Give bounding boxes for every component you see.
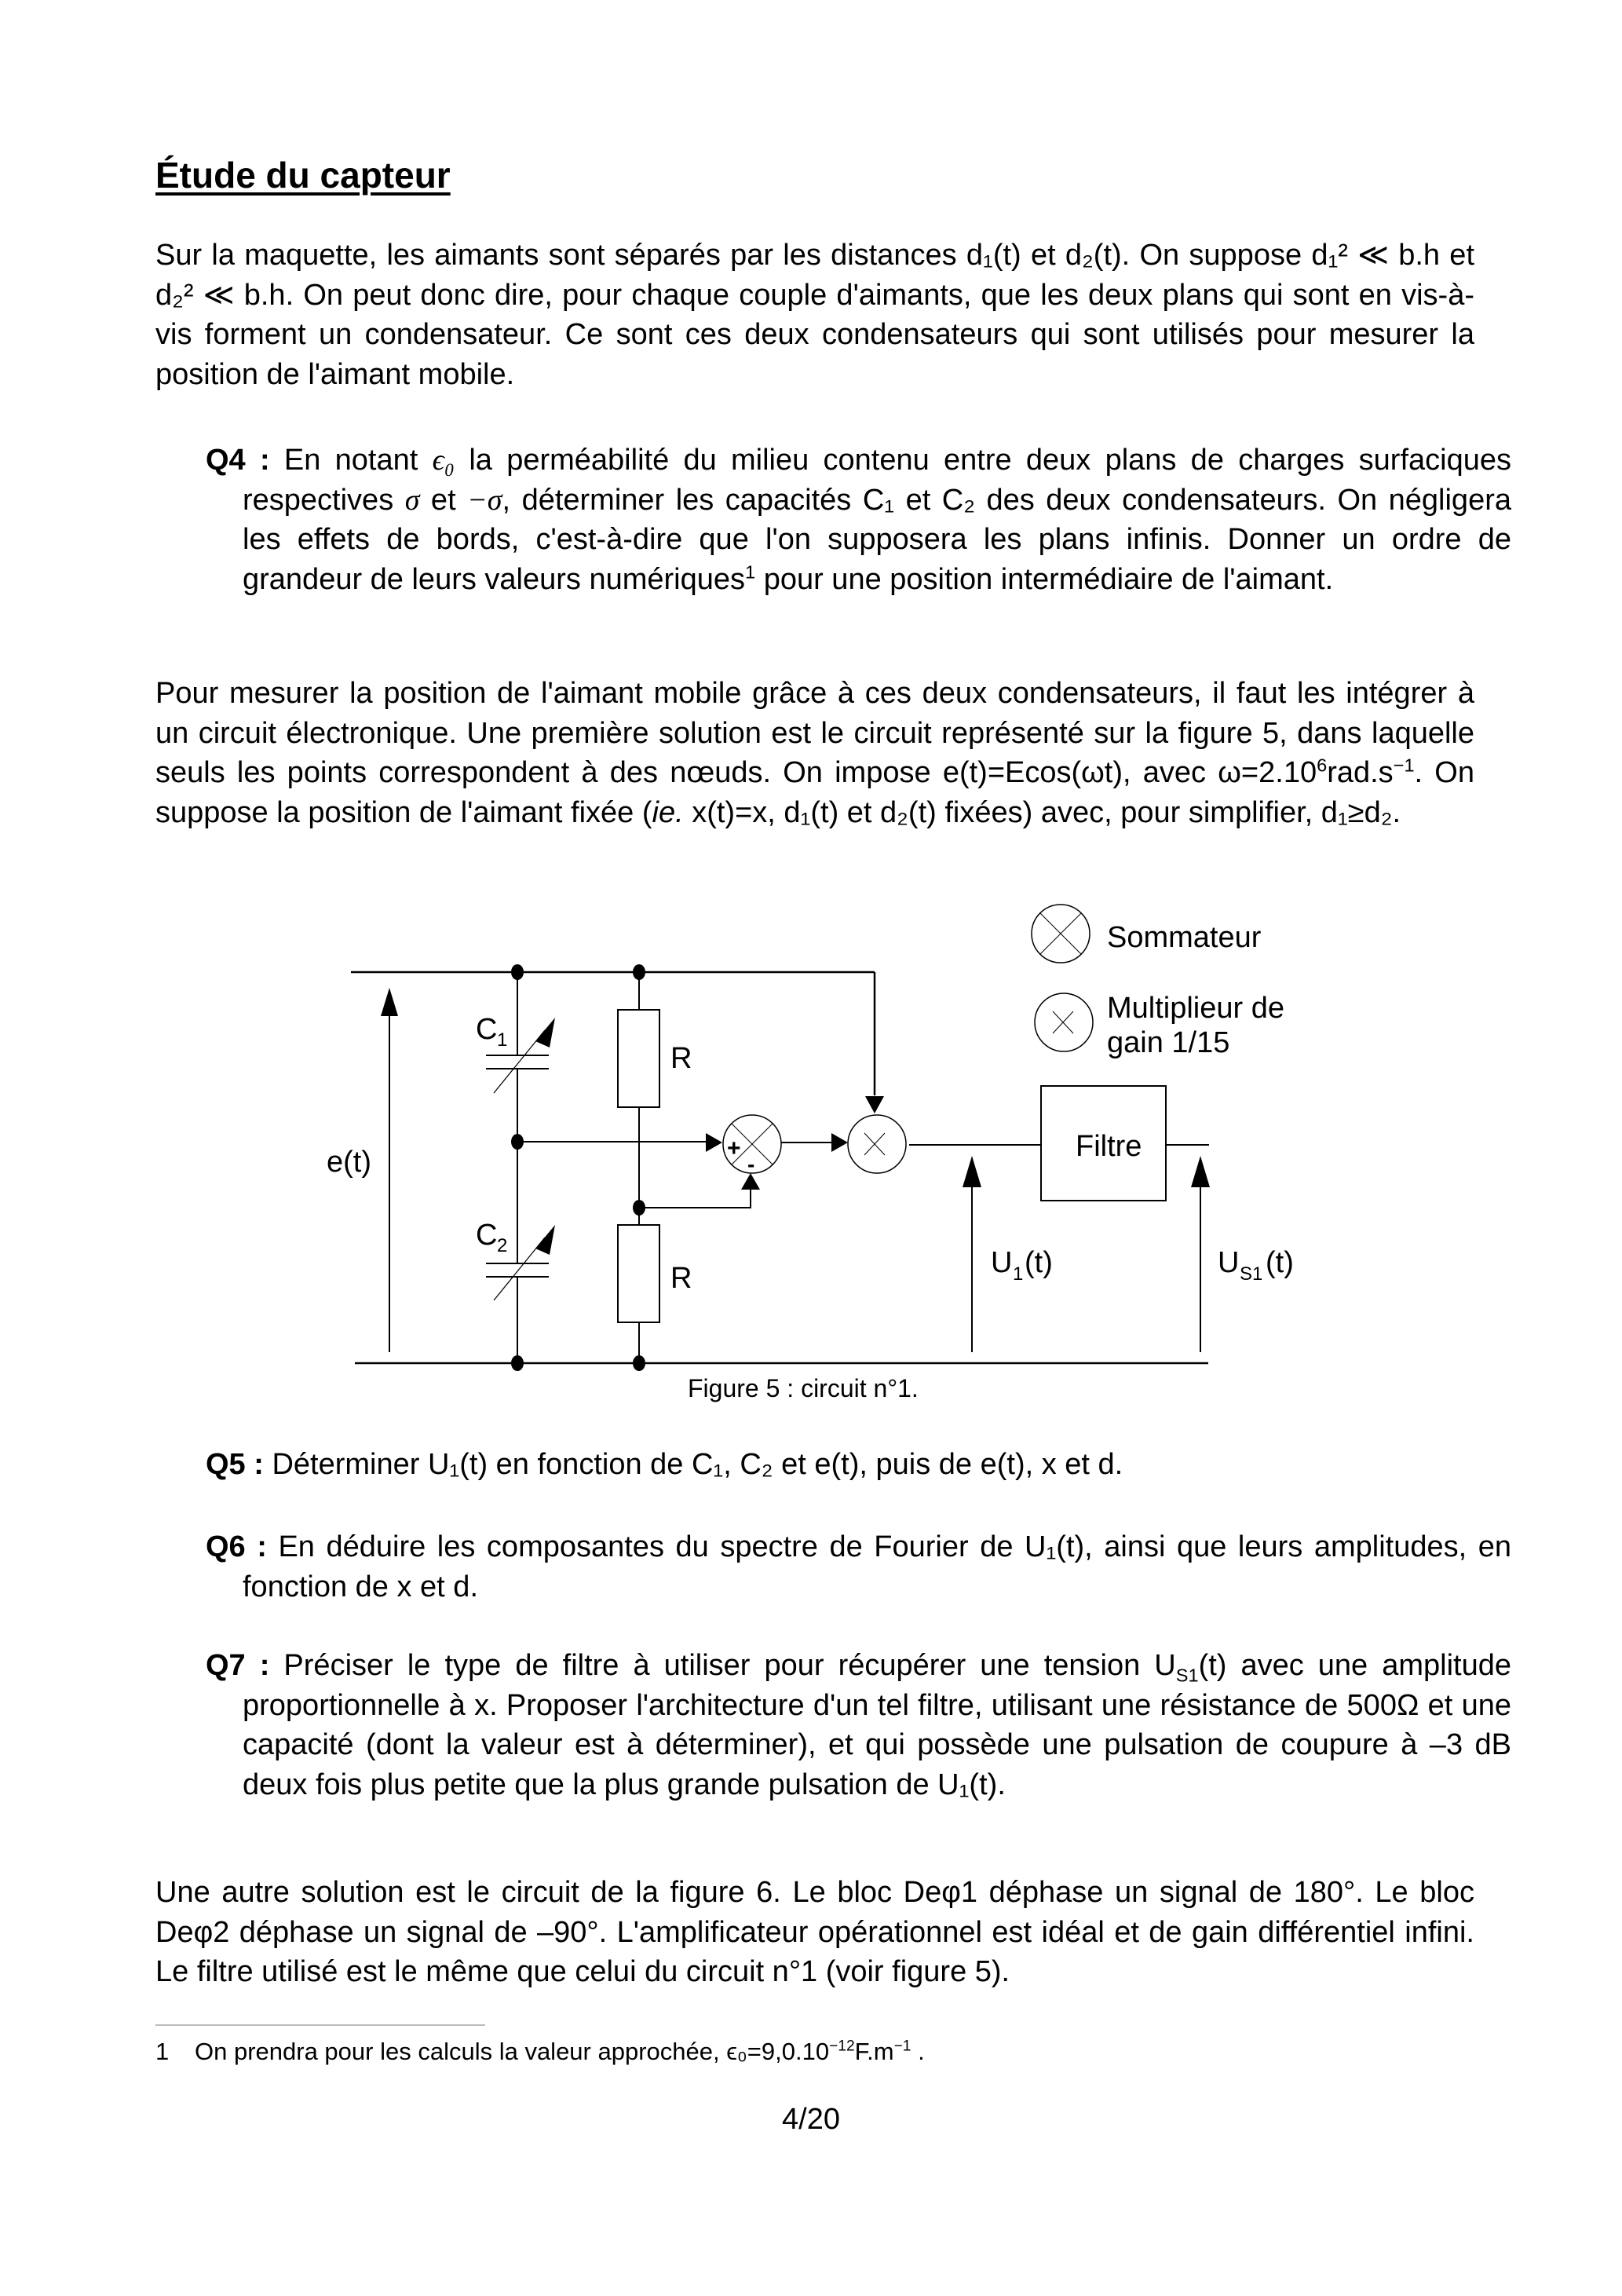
math-U1t: U₁(t) (427, 1448, 488, 1481)
text: des deux condensateurs. On négligera les effets de bords, c'est-à-dire que l'on supposera les plans infinis. Donner un ordre de grandeur de leurs valeurs numériques (243, 483, 1511, 596)
question-q7 (206, 1646, 1511, 1804)
question-q5 (206, 1445, 1511, 1485)
text: , puis de (859, 1448, 981, 1481)
subscript: S1 (1175, 1665, 1199, 1686)
label-e-of-t: e(t) (327, 1146, 371, 1179)
text: , (1025, 1448, 1042, 1481)
label-c2: C (476, 1219, 498, 1252)
footnote-number: 1 (155, 2038, 170, 2065)
legend-summer-label: Sommateur (1107, 921, 1262, 954)
math-d2t: d₂(t) (1065, 239, 1122, 272)
paragraph-figure-6 (155, 1873, 1474, 1992)
text: avec une amplitude proportionnelle à (243, 1649, 1512, 1722)
multiplier-top-arrow-head (865, 1096, 884, 1113)
question-label: Q6 : (206, 1530, 267, 1563)
exponent: −1 (893, 2038, 911, 2055)
text: et (894, 483, 942, 517)
math-x: x (396, 1570, 412, 1603)
math-dephaseur-1: Deφ1 (903, 1876, 977, 1909)
exponent: 6 (1317, 755, 1328, 776)
junction-dot (511, 1134, 524, 1150)
c1-variable-arrow-head (535, 1018, 555, 1047)
resistor-r1 (618, 1010, 659, 1107)
figure-5-caption: Figure 5 : circuit n°1. (688, 1374, 919, 1402)
unit: rad.s (1327, 756, 1394, 789)
junction-dot (633, 1200, 645, 1216)
math-minus-sigma: −σ (467, 483, 502, 517)
us1-arrow-head (1191, 1156, 1210, 1187)
junction-dot (511, 1355, 524, 1371)
text: déphase un signal de 180°. Le bloc (977, 1876, 1474, 1909)
multiplier-input-arrow-head (831, 1133, 848, 1152)
et-arrow-head (381, 988, 398, 1016)
text: . (469, 1570, 478, 1603)
exponent: −12 (829, 2038, 855, 2055)
text: et une capacité (dont la valeur est à déterminer), et qui possède une pulsation de coupure à –3 dB deux fois plus petite que la plus grande pulsation de (243, 1688, 1511, 1801)
text: En déduire les composantes du spectre de Fourier de (266, 1530, 1025, 1563)
text: Sur la maquette, les aimants sont séparés par les distances (155, 239, 966, 272)
text-italic: ie. (652, 795, 684, 829)
text: . On suppose (1121, 239, 1312, 272)
math-d: d (1098, 1448, 1115, 1481)
label-u1: U (991, 1246, 1013, 1279)
math-arg: (t) (1198, 1649, 1227, 1682)
math-condition-1: d₁² ≪ b.h (1311, 239, 1441, 272)
question-label: Q4 : (206, 444, 270, 477)
text: et (411, 1570, 454, 1603)
math-omega: ω=2.10 (1218, 756, 1317, 789)
text: Préciser le type de filtre à utiliser pour récupérer une tension (269, 1649, 1155, 1682)
u1-arrow-head (963, 1156, 981, 1187)
page-number: 4/20 (782, 2103, 840, 2136)
text: et (419, 483, 468, 517)
text: , (767, 795, 784, 829)
section-title: Étude du capteur (155, 155, 451, 196)
math-C2: C₂ (941, 483, 975, 517)
math-U1t: U₁(t) (937, 1768, 998, 1801)
label-us1: U (1218, 1246, 1240, 1279)
junction-dot (511, 964, 524, 980)
text: , avec (1123, 756, 1218, 789)
unit: F.m (854, 2038, 894, 2065)
legend-multiplier-label-1: Multiplieur de (1107, 992, 1284, 1025)
math-d: d (453, 1570, 470, 1603)
question-label: Q5 : (206, 1448, 264, 1481)
footnote-separator (155, 2024, 485, 2026)
label-c2-sub: 2 (497, 1235, 508, 1256)
text: . (1392, 795, 1401, 829)
multiplier-block (848, 1115, 906, 1173)
math-dephaseur-2: Deφ2 (155, 1915, 230, 1949)
exponent: −1 (1393, 755, 1415, 776)
legend-multiplier-symbol (1035, 993, 1093, 1051)
math-inequality: d₁≥d₂ (1321, 795, 1393, 829)
text: et (838, 795, 881, 829)
summer-minus-sign: - (747, 1152, 755, 1176)
summer-plus-arrow-head (706, 1133, 722, 1152)
label-us1-sub: S1 (1240, 1263, 1263, 1285)
question-q6 (206, 1527, 1511, 1607)
math-sigma: σ (404, 483, 420, 517)
label-r-top: R (670, 1042, 692, 1075)
math-C1: C₁ (862, 483, 895, 517)
text: , (723, 1448, 740, 1481)
text: et (773, 1448, 815, 1481)
text: En notant (269, 444, 433, 477)
footnote-ref[interactable]: 1 (745, 561, 756, 582)
resistor-r2 (618, 1225, 659, 1322)
math-C1: C₁ (691, 1448, 724, 1481)
c2-variable-arrow-head (535, 1225, 555, 1255)
text: en fonction de (488, 1448, 692, 1481)
math-d2t: d₂(t) (880, 795, 937, 829)
text: . (997, 1768, 1006, 1801)
text: Pour mesurer la position de l'aimant mobile grâce à ces deux condensateurs, il faut les intégrer à un circuit électronique. Une première solution est le circuit représenté sur la figure 5, dans laquelle seuls les points correspondent à des nœuds. On impose (155, 677, 1474, 789)
text: la perméabilité du milieu contenu entre deux plans de charges surfaciques respectives (243, 444, 1511, 517)
footnote (155, 2036, 925, 2067)
math-x: x (474, 1688, 490, 1722)
math-U1t: U₁(t) (1025, 1530, 1085, 1563)
label-r-bottom: R (670, 1262, 692, 1295)
text: et (1021, 239, 1065, 272)
text: . (1114, 1448, 1123, 1481)
label-u1-sub: 1 (1013, 1263, 1024, 1285)
text: déphase un signal de –90°. L'amplificateur opérationnel est idéal et de gain différentiel infini. Le filtre utilisé est le même que celui du circuit n°1 (voir figure 5). (155, 1915, 1474, 1988)
math-resistance: 500Ω (1346, 1688, 1419, 1722)
summer-plus-sign: + (727, 1135, 741, 1161)
math-epsilon0-value: ϵ₀=9,0.10 (726, 2038, 830, 2065)
text: . On peut donc dire, pour chaque couple d'aimants, que les deux plans qui sont en vis-à-vis forment un condensateur. Ce sont ces deux condensateurs qui sont utilisés pour mesurer la position de l'aimant mobile. (155, 278, 1474, 391)
math-epsilon0: ϵ₀ (432, 444, 455, 477)
math-x: x(t)=x (692, 795, 768, 829)
label-us1-t: (t) (1266, 1246, 1294, 1279)
math-Us1t: U (1154, 1649, 1176, 1682)
text: Déterminer (263, 1448, 428, 1481)
label-u1-t: (t) (1025, 1246, 1053, 1279)
text: On prendra pour les calculs la valeur approchée, (195, 2038, 727, 2065)
text: fixées) avec, pour simplifier, (936, 795, 1321, 829)
text: , ainsi que leurs amplitudes, en fonction de (243, 1530, 1511, 1603)
label-c1-sub: 1 (497, 1029, 508, 1051)
label-c1: C (476, 1013, 498, 1046)
text: . On suppose la position de l'aimant fixée ( (155, 756, 1474, 829)
text: Une autre solution est le circuit de la figure 6. Le bloc (155, 1876, 904, 1909)
junction-dot (633, 1355, 645, 1371)
math-e-of-t: e(t)=Ecos(ωt) (942, 756, 1123, 789)
math-d1t: d₁(t) (966, 239, 1021, 272)
wire-to-summer-minus (639, 1186, 751, 1208)
legend-multiplier-label-2: gain 1/15 (1107, 1026, 1230, 1059)
text: pour une position intermédiaire de l'aimant. (755, 562, 1334, 596)
math-x: x (1041, 1448, 1057, 1481)
math-condition-2: d₂² ≪ b.h (155, 278, 286, 312)
filter-label: Filtre (1076, 1130, 1142, 1163)
text: . Proposer l'architecture d'un tel filtre, utilisant une résistance de (489, 1688, 1347, 1722)
text: et (1440, 239, 1475, 272)
math-d1t: d₁(t) (784, 795, 839, 829)
junction-dot (633, 964, 645, 980)
math-C2: C₂ (740, 1448, 773, 1481)
math-e-of-t: e(t) (814, 1448, 860, 1481)
text: . (911, 2038, 925, 2065)
text: , déterminer les capacités (502, 483, 863, 517)
math-e-of-t: e(t) (980, 1448, 1025, 1481)
text: et (1056, 1448, 1098, 1481)
question-label: Q7 : (206, 1649, 270, 1682)
